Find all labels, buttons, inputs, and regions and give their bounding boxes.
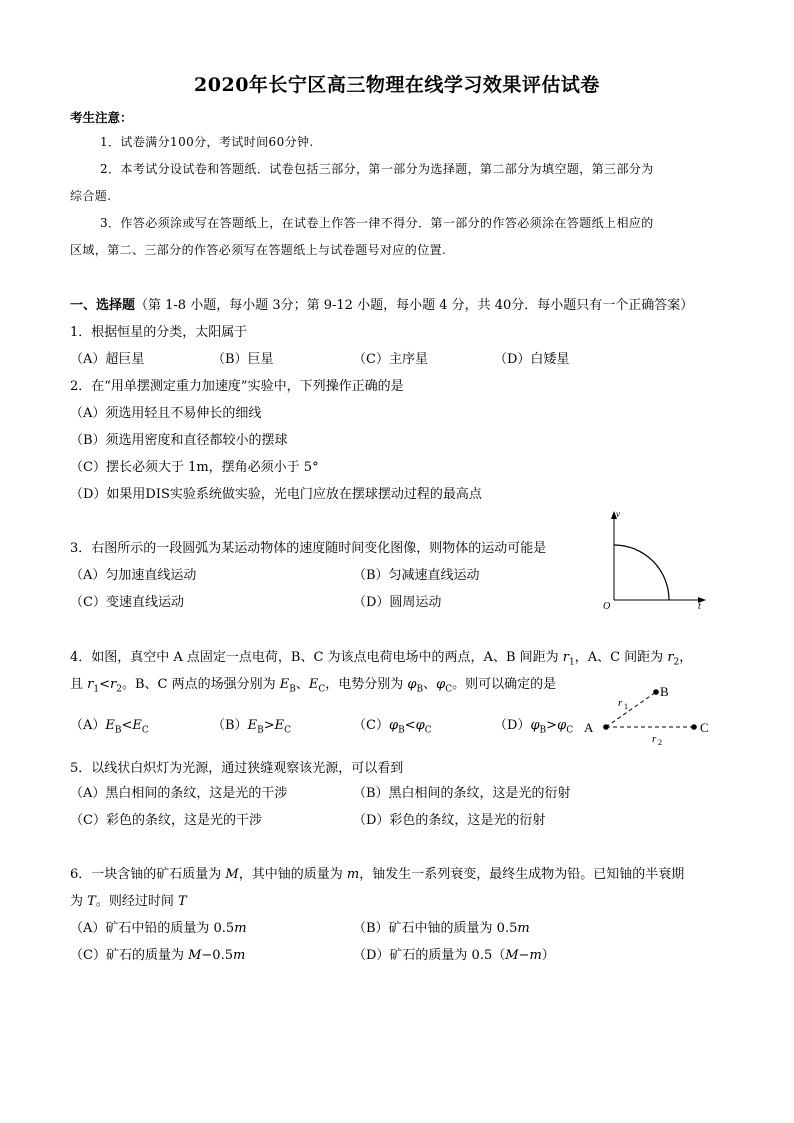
notice-item-3-line-1: 3．作答必须涂或写在答题纸上，在试卷上作答一律不得分．第一部分的作答必须涂在答题纸上相应的	[100, 216, 654, 230]
q4-sub-B: B	[289, 684, 296, 695]
q4-fig-label-a: A	[584, 720, 594, 735]
q4-stem-line-1	[70, 646, 692, 668]
q1-option-c: （C）主序星	[353, 352, 428, 367]
q6-text: （D）矿石的质量为 0.5（	[353, 948, 506, 963]
q1-option-d: （D）白矮星	[494, 352, 570, 367]
notice-item-2-line-1: 2．本考试分设试卷和答题纸．试卷包括三部分，第一部分为选择题，第二部分为填空题，第三部分为	[100, 162, 654, 176]
q4-option-d	[494, 714, 573, 736]
q4-fig-r2: r	[652, 733, 657, 745]
q4-fig-r1-sub: 1	[624, 702, 628, 711]
q4-sub-B: B	[257, 725, 264, 736]
q4-charge-figure	[578, 680, 718, 750]
q4-text: ，电势分别为	[325, 677, 408, 692]
q4-r2-sub: 2	[116, 684, 122, 695]
q4-line-ab	[606, 692, 656, 727]
q6-text: −0.5	[201, 948, 233, 963]
q3-v-label: v	[616, 509, 620, 519]
q4-option-label: （B）	[212, 718, 248, 733]
q4-sub-C: C	[141, 725, 149, 736]
q4-lt: <	[99, 677, 110, 692]
notice-item-1: 1．试卷满分100分，考试时间60分钟.	[100, 135, 314, 149]
q3-arc-curve	[614, 545, 669, 600]
q6-M: M	[505, 948, 519, 963]
q6-m: m	[529, 948, 542, 963]
q4-point-a	[603, 724, 609, 730]
q6-option-b	[353, 917, 530, 936]
q1-option-a: （A）超巨星	[70, 352, 145, 367]
q4-r1-sub: 1	[93, 684, 100, 695]
q3-vt-figure	[594, 505, 714, 615]
q6-text: 6．一块含铀的矿石质量为	[70, 867, 226, 882]
q4-text: ，	[679, 650, 693, 665]
q4-r2-sub: 2	[673, 657, 680, 668]
q4-op: <	[404, 718, 416, 733]
q4-option-a	[70, 714, 149, 736]
q4-phi: φ	[557, 718, 567, 733]
section-1-desc: （第 1-8 小题，每小题 3分；第 9-12 小题，每小题 4 分，共 40分．每小题只有一个正确答案）	[135, 298, 694, 313]
q5-stem: 5．以线状白炽灯为光源，通过狭缝观察该光源，可以看到	[70, 761, 404, 776]
q4-E: E	[274, 718, 285, 733]
q4-option-c	[353, 714, 432, 736]
q4-sub-C: C	[318, 684, 326, 695]
section-1-label: 一、选择题	[70, 298, 136, 313]
q4-E: E	[279, 677, 290, 692]
q4-E: E	[247, 718, 258, 733]
section-1-header	[70, 294, 693, 313]
q4-fig-r2-sub: 2	[658, 738, 662, 747]
q6-text: （B）矿石中铀的质量为 0.5	[353, 921, 518, 936]
q4-fig-r1: r	[618, 697, 623, 709]
page-title: 2020年长宁区高三物理在线学习效果评估试卷	[194, 74, 600, 96]
q6-text: ，其中铀的质量为	[238, 867, 347, 882]
q2-option-d: （D）如果用DIS实验系统做实验，光电门应放在摆球摆动过程的最高点	[70, 487, 482, 502]
q4-text: 4．如图，真空中 A 点固定一点电荷，B、C 为该点电荷电场中的两点，A、B 间距为	[70, 650, 563, 665]
q4-r1-sub: 1	[568, 657, 575, 668]
q4-op: >	[263, 718, 275, 733]
notice-item-2-line-2: 综合题.	[70, 189, 112, 203]
q4-option-label: （A）	[70, 718, 106, 733]
notice-heading: 考生注意：	[70, 110, 133, 125]
q4-point-b	[653, 689, 659, 695]
q6-m: m	[232, 948, 246, 963]
q6-text: ，铀发生一系列衰变，最终生成物为铅。已知铀的半衰期	[359, 867, 685, 882]
q4-op: <	[121, 718, 133, 733]
q6-m: m	[517, 921, 530, 936]
q6-M: M	[225, 867, 239, 882]
q5-option-c: （C）彩色的条纹，这是光的干涉	[70, 813, 262, 828]
q6-text: （A）矿石中铅的质量为 0.5	[70, 921, 235, 936]
q4-r2: r	[667, 650, 674, 665]
q4-E: E	[308, 677, 319, 692]
q5-option-a: （A）黑白相间的条纹，这是光的干涉	[70, 786, 288, 801]
q4-phi: φ	[415, 718, 425, 733]
q4-E: E	[105, 718, 115, 733]
q6-m: m	[346, 867, 360, 882]
q5-option-b: （B）黑白相间的条纹，这是光的衍射	[353, 786, 571, 801]
q4-option-label: （D）	[494, 718, 531, 733]
q4-sub-B: B	[539, 725, 547, 736]
q6-T: T	[177, 894, 187, 909]
q6-text: 为	[70, 894, 88, 909]
q6-text: −	[518, 948, 530, 963]
q6-text: 。则经过时间	[95, 894, 178, 909]
q4-r1: r	[87, 677, 94, 692]
q6-option-d	[353, 944, 555, 963]
q3-option-b: （B）匀减速直线运动	[353, 568, 480, 583]
q6-text: ）	[541, 948, 555, 963]
q6-m: m	[234, 921, 247, 936]
q4-fig-label-b: B	[660, 684, 669, 699]
q4-sep: 、	[423, 677, 437, 692]
q4-sub-C: C	[566, 725, 574, 736]
q3-stem: 3．右图所示的一段圆弧为某运动物体的速度随时间变化图像，则物体的运动可能是	[70, 541, 547, 556]
q3-option-d: （D）圆周运动	[353, 595, 442, 610]
q4-r1: r	[562, 650, 569, 665]
q4-sub-B: B	[416, 684, 424, 695]
q4-option-label: （C）	[353, 718, 389, 733]
q5-option-d: （D）彩色的条纹，这是光的衍射	[353, 813, 546, 828]
q4-phi: φ	[388, 718, 399, 733]
q2-option-a: （A）须选用轻且不易伸长的细线	[70, 406, 262, 421]
q6-stem-line-1	[70, 863, 684, 882]
q4-text: 。B、C 两点的场强分别为	[121, 677, 280, 692]
q4-phi: φ	[436, 677, 446, 692]
q6-M: M	[188, 948, 202, 963]
q4-op: >	[546, 718, 558, 733]
q4-phi: φ	[407, 677, 417, 692]
q6-text: （C）矿石的质量为	[70, 948, 189, 963]
q4-point-c	[691, 724, 697, 730]
q4-text: 。则可以确定的是	[452, 677, 557, 692]
q4-phi: φ	[530, 718, 540, 733]
q4-sub-C: C	[424, 725, 432, 736]
q4-stem-line-2	[70, 673, 556, 695]
q2-option-b: （B）须选用密度和直径都较小的摆球	[70, 433, 288, 448]
q4-text: ，A、C 间距为	[574, 650, 668, 665]
q3-option-a: （A）匀加速直线运动	[70, 568, 197, 583]
q4-sub-B: B	[398, 725, 405, 736]
q4-sub-C: C	[445, 684, 453, 695]
q4-sub-C: C	[284, 725, 291, 736]
notice-item-3-line-2: 区域，第二、三部分的作答必须写在答题纸上与试卷题号对应的位置.	[70, 243, 447, 257]
q4-sub-B: B	[114, 725, 122, 736]
q4-fig-label-c: C	[700, 720, 709, 735]
q2-stem: 2．在“用单摆测定重力加速度”实验中，下列操作正确的是	[70, 379, 404, 394]
q1-option-b: （B）巨星	[212, 352, 274, 367]
q6-T: T	[87, 894, 96, 909]
q3-option-c: （C）变速直线运动	[70, 595, 184, 610]
q6-option-a	[70, 917, 247, 936]
q6-stem-line-2	[70, 890, 187, 909]
q4-option-b	[212, 714, 291, 736]
q4-sep: 、	[295, 677, 309, 692]
q4-E: E	[132, 718, 142, 733]
q4-text: 且	[70, 677, 88, 692]
q3-origin-label: O	[603, 601, 611, 612]
q6-option-c	[70, 944, 245, 963]
q3-t-label: t	[698, 601, 701, 612]
q2-option-c: （C）摆长必须大于 1m，摆角必须小于 5°	[70, 460, 319, 475]
q4-r2: r	[110, 677, 117, 692]
q1-stem: 1．根据恒星的分类，太阳属于	[70, 325, 248, 340]
